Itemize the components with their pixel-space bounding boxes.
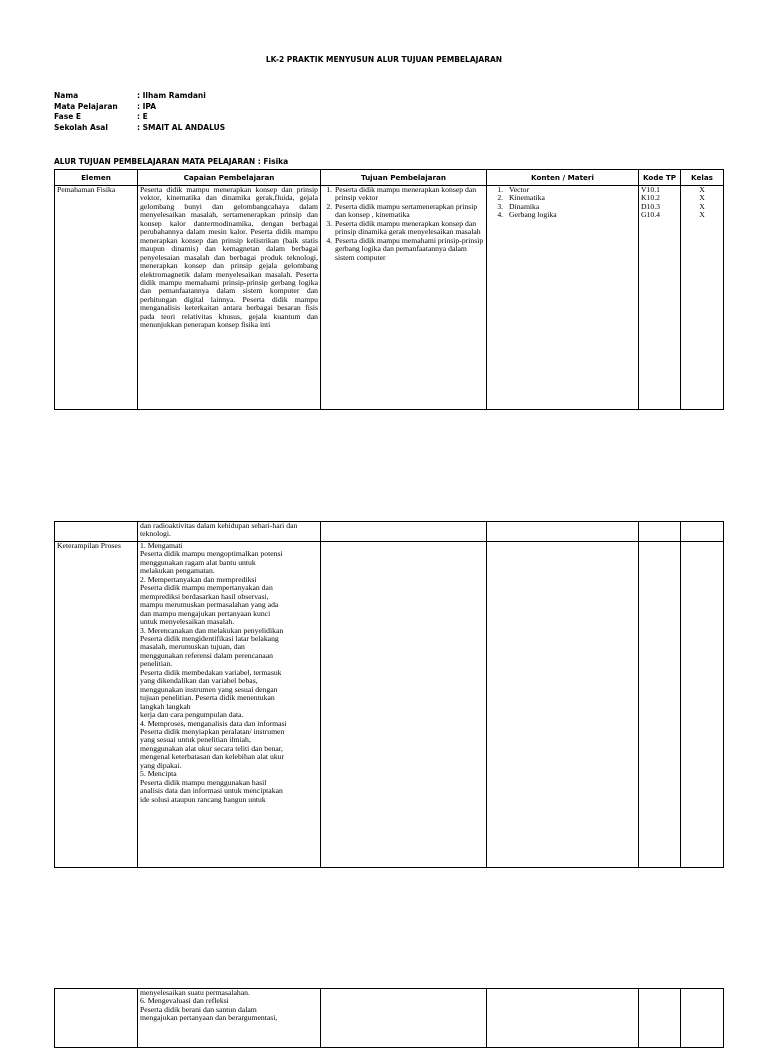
capaian-line: 4. Memproses, menganalisis data dan informasi bbox=[140, 718, 287, 728]
capaian-line: menggunakan ragam alat bantu untuk bbox=[140, 557, 256, 567]
kelas-value: X bbox=[699, 201, 705, 211]
capaian-line: yang dipakai. bbox=[140, 760, 182, 770]
list-item: 4. Gerbang logika bbox=[505, 211, 636, 219]
konten-list bbox=[489, 186, 636, 220]
capaian-line: Peserta didik membedakan variabel, termasuk bbox=[140, 667, 282, 677]
cell-tujuan bbox=[321, 542, 487, 868]
cell-tujuan bbox=[321, 989, 487, 1048]
identity-label: Nama bbox=[54, 91, 79, 100]
cell-elemen bbox=[55, 522, 138, 542]
capaian-lines bbox=[140, 989, 318, 1023]
header-tujuan: Tujuan Pembelajaran bbox=[321, 170, 487, 186]
cell-capaian: Peserta didik mampu menerapkan konsep dan prinsip vektor, kinematika dan dinamika gerak,fluida, gejala gelombang bunyi dan gelombangcahaya dalam menyelesaikan masalah, sertamenerapkan prinsip dan konsep kalor dantermodinamika, dengan berbagai perubahannya dalam mesin kalor. Peserta didik mampu menerapkan konsep dan prinsip kelistrikan (baik statis maupun dinamis) dan kemagnetan dalam berbagai penyelesaian masalah dan berbagai produk teknologi, menerapkan konsep dan prinsip gejala gelombang elektromagnetik dalam menyelesaikan masalah. Peserta didik mampu memahami prinsip-prinsip gerbang logika dan pemanfaatannya dalam sistem komputer dan perhitungan digital lainnya. Peserta didik mampu menganalisis keterkaitan antara berbagai besaran fisis pada teori relativitas khusus, gejala kuantum dan menunjukkan penerapan konsep fisika inti bbox=[138, 186, 321, 410]
capaian-line: analisis data dan informasi untuk menciptakan bbox=[140, 786, 283, 796]
cell-kelas bbox=[681, 989, 724, 1048]
list-item: 1. Peserta didik mampu menerapkan konsep dan prinsip vektor bbox=[334, 186, 484, 203]
capaian-line: Peserta didik mampu menggunakan hasil bbox=[140, 777, 267, 787]
cell-kelas bbox=[681, 542, 724, 868]
capaian-line: mampu merumuskan permasalahan yang ada bbox=[140, 600, 279, 610]
capaian-line: dan mampu mengajukan pertanyaan kunci bbox=[140, 608, 271, 618]
kelas-value: X bbox=[699, 210, 705, 220]
cell-elemen: Keterampilan Proses bbox=[55, 542, 138, 868]
list-item: 1. Vector bbox=[505, 186, 636, 194]
identity-row-nama bbox=[54, 91, 225, 102]
capaian-line: Peserta didik mengidentifikasi latar belakang bbox=[140, 633, 279, 643]
list-item: 3. Dinamika bbox=[505, 203, 636, 211]
header-kode-tp: Kode TP bbox=[639, 170, 681, 186]
identity-value: : IPA bbox=[137, 101, 157, 111]
identity-value: : SMAIT AL ANDALUS bbox=[137, 122, 226, 132]
identity-label: Sekolah Asal bbox=[54, 122, 108, 132]
atp-table-page-3 bbox=[54, 988, 724, 1048]
header-elemen: Elemen bbox=[55, 170, 138, 186]
identity-block bbox=[54, 91, 225, 133]
list-item: 2. Peserta didik mampu sertamenerapkan prinsip dan konsep , kinematika bbox=[334, 203, 484, 220]
header-konten: Konten / Materi bbox=[487, 170, 639, 186]
capaian-line: menyelesaikan suatu permasalahan. bbox=[140, 988, 250, 997]
capaian-line: untuk menyelesaikan masalah. bbox=[140, 617, 235, 627]
capaian-line: Peserta didik mampu mempertanyakan dan bbox=[140, 583, 273, 593]
capaian-line: 6. Mengevaluasi dan refleksi bbox=[140, 996, 229, 1006]
cell-capaian bbox=[138, 542, 321, 868]
list-item: 3. Peserta didik mampu menerapkan konsep dan prinsip dinamika gerak menyelesaikan masalah bbox=[334, 220, 484, 237]
capaian-line: 2. Mempertanyakan dan memprediksi bbox=[140, 574, 257, 584]
table-row bbox=[55, 186, 724, 410]
cell-tujuan bbox=[321, 186, 487, 410]
capaian-line: 3. Merencanakan dan melakukan penyelidikan bbox=[140, 625, 284, 635]
cell-kode-tp bbox=[639, 542, 681, 868]
header-capaian: Capaian Pembelajaran bbox=[138, 170, 321, 186]
cell-konten bbox=[487, 542, 639, 868]
cell-elemen: Pemahaman Fisika bbox=[55, 186, 138, 410]
identity-value: : E bbox=[137, 112, 148, 121]
cell-konten bbox=[487, 989, 639, 1048]
kode-tp-value: G10.4 bbox=[641, 210, 661, 220]
cell-capaian: dan radioaktivitas dalam kehidupan sehari-hari dan teknologi. bbox=[138, 522, 321, 542]
identity-row-sekolah bbox=[54, 123, 225, 134]
capaian-line: tujuan penelitian. Peserta didik menentukan bbox=[140, 693, 275, 703]
kode-tp-value: D10.3 bbox=[641, 201, 661, 211]
atp-table-page-2 bbox=[54, 521, 724, 868]
list-item: 2. Kinematika bbox=[505, 194, 636, 202]
kode-tp-value: V10.1 bbox=[641, 185, 661, 194]
list-item: 4. Peserta didik mampu memahami prinsip-prinsip gerbang logika dan pemanfaatannya dalam sistem computer bbox=[334, 237, 484, 262]
cell-tujuan bbox=[321, 522, 487, 542]
table-row bbox=[55, 522, 724, 542]
capaian-line: mengenal keterbatasan dan kelebihan alat ukur bbox=[140, 752, 285, 762]
capaian-line: mengajukan pertanyaan dan berargumentasi, bbox=[140, 1013, 278, 1023]
capaian-line: 1. Mengamati bbox=[140, 541, 183, 550]
identity-row-mata-pelajaran bbox=[54, 102, 225, 113]
capaian-line: penelitian. bbox=[140, 659, 173, 669]
capaian-line: memprediksi berdasarkan hasil observasi, bbox=[140, 591, 269, 601]
capaian-line: masalah, merumuskan tujuan, dan bbox=[140, 642, 245, 652]
header-kelas: Kelas bbox=[681, 170, 724, 186]
capaian-line: yang sesuai untuk penelitian ilmiah, bbox=[140, 735, 251, 745]
atp-table-page-1 bbox=[54, 169, 724, 410]
capaian-line: menggunakan instrumen yang sesuai dengan bbox=[140, 684, 278, 694]
table-header-row bbox=[55, 170, 724, 186]
kelas-value: X bbox=[699, 193, 705, 203]
table-row bbox=[55, 542, 724, 868]
capaian-line: Peserta didik berani dan santun dalam bbox=[140, 1004, 257, 1014]
cell-elemen bbox=[55, 989, 138, 1048]
capaian-line: menggunakan alat ukur secara teliti dan benar, bbox=[140, 743, 283, 753]
kode-tp-value: K10.2 bbox=[641, 193, 661, 203]
capaian-line: melakukan pengamatan. bbox=[140, 566, 215, 576]
cell-kode-tp bbox=[639, 522, 681, 542]
tujuan-list bbox=[323, 186, 484, 262]
cell-konten bbox=[487, 186, 639, 410]
kelas-value: X bbox=[699, 185, 705, 194]
capaian-line: 5. Mencipta bbox=[140, 769, 177, 779]
table-row bbox=[55, 989, 724, 1048]
capaian-line: kerja dan cara pengumpulan data. bbox=[140, 710, 244, 720]
identity-label: Fase E bbox=[54, 112, 82, 121]
capaian-line: menggunakan referensi dalam perencanaan bbox=[140, 650, 273, 660]
cell-kode-tp bbox=[639, 989, 681, 1048]
identity-row-fase bbox=[54, 112, 225, 123]
cell-kelas bbox=[681, 186, 724, 410]
document-title: LK-2 PRAKTIK MENYUSUN ALUR TUJUAN PEMBELAJARAN bbox=[265, 55, 503, 64]
cell-kelas bbox=[681, 522, 724, 542]
capaian-line: yang dikendalikan dan variabel bebas, bbox=[140, 676, 258, 686]
identity-value: : Ilham Ramdani bbox=[137, 91, 206, 100]
identity-label: Mata Pelajaran bbox=[54, 101, 118, 111]
cell-konten bbox=[487, 522, 639, 542]
cell-kode-tp bbox=[639, 186, 681, 410]
capaian-lines bbox=[140, 542, 318, 804]
capaian-line: langkah langkah bbox=[140, 701, 191, 711]
section-heading: ALUR TUJUAN PEMBELAJARAN MATA PELAJARAN : Fisika bbox=[54, 157, 289, 166]
capaian-line: Peserta didik mampu mengoptimalkan potensi bbox=[140, 549, 283, 559]
capaian-line: Peserta didik menyiapkan peralatan/ instrumen bbox=[140, 726, 285, 736]
cell-capaian bbox=[138, 989, 321, 1048]
capaian-line: ide solusi ataupun rancang bangun untuk bbox=[140, 794, 266, 804]
